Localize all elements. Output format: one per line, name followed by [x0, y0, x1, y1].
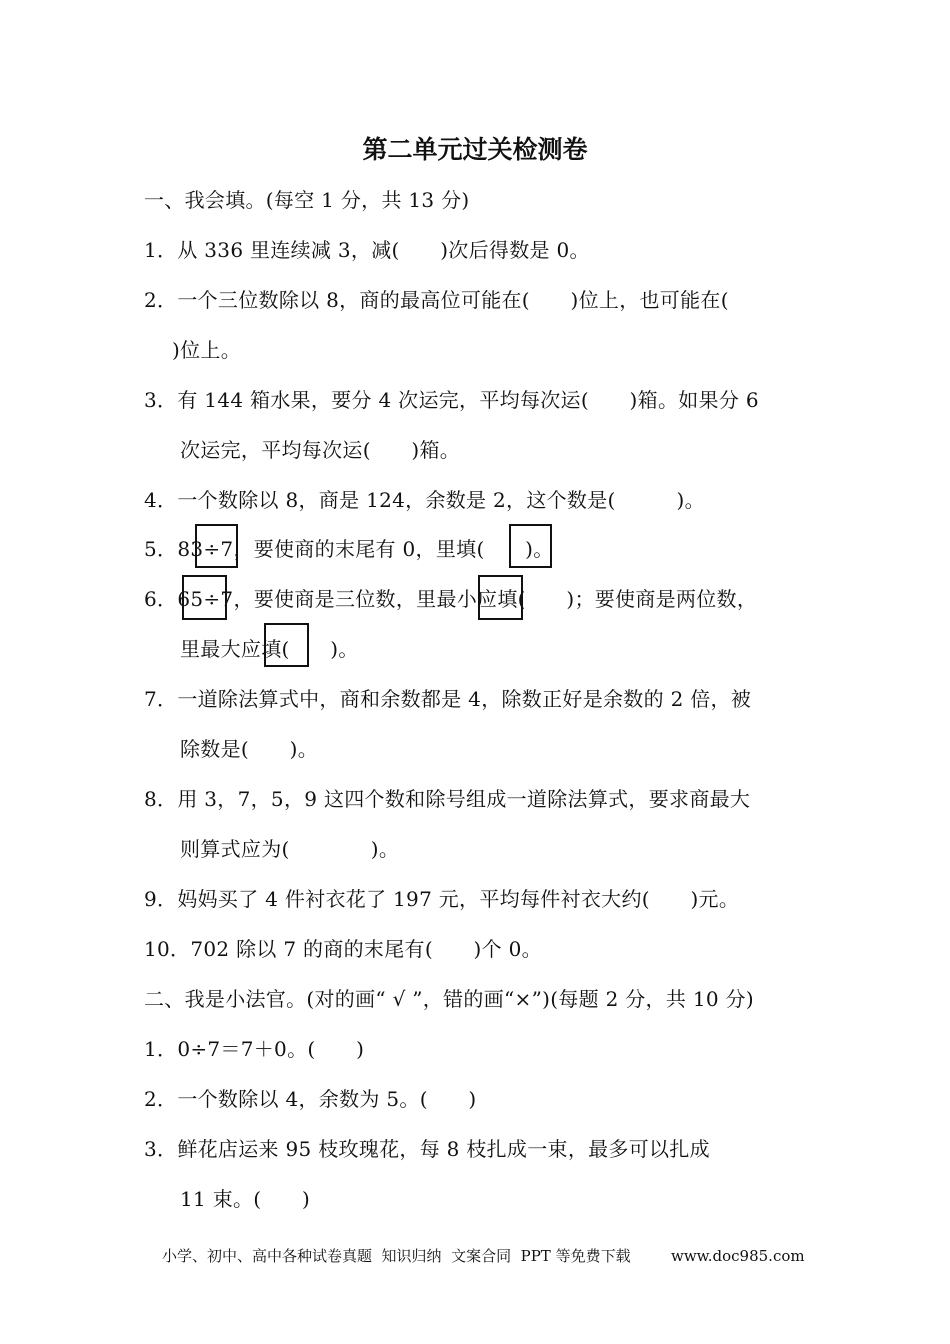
- question-1-5: 5．83÷7，要使商的末尾有 0，里填( )。: [144, 537, 554, 561]
- question-1-1: 1．从 336 里连续减 3，减( )次后得数是 0。: [144, 238, 590, 262]
- blank-box: [478, 575, 523, 620]
- blank-box: [264, 623, 309, 667]
- question-1-6-line1: 6．65÷7，要使商是三位数，里最小应填( )；要使商是两位数，: [144, 587, 758, 611]
- question-2-2: 2．一个数除以 4，余数为 5。( ): [144, 1087, 477, 1111]
- question-1-6-line2: 里最大应填( )。: [180, 637, 359, 661]
- footer-url[interactable]: www.doc985.com: [671, 1247, 805, 1265]
- question-2-1: 1．0÷7＝7＋0。( ): [144, 1037, 365, 1061]
- question-1-3-line2: 次运完，平均每次运( )箱。: [180, 438, 461, 462]
- footer-text: 小学、初中、高中各种试卷真题 知识归纳 文案合同 PPT 等免费下载: [162, 1247, 631, 1265]
- section-2-heading: 二、我是小法官。(对的画“ √ ”，错的画“×”)(每题 2 分，共 10 分): [144, 987, 754, 1011]
- section-1-heading: 一、我会填。(每空 1 分，共 13 分): [144, 188, 470, 212]
- question-1-8-line1: 8．用 3，7，5，9 这四个数和除号组成一道除法算式，要求商最大: [144, 787, 751, 811]
- question-1-7-line2: 除数是( )。: [180, 737, 319, 761]
- blank-box: [182, 575, 227, 620]
- question-1-10: 10．702 除以 7 的商的末尾有( )个 0。: [144, 937, 542, 961]
- blank-box: [195, 524, 238, 568]
- question-1-8-line2: 则算式应为( )。: [180, 837, 400, 861]
- page-title: 第二单元过关检测卷: [362, 135, 588, 164]
- question-1-4: 4．一个数除以 8，商是 124，余数是 2，这个数是( )。: [144, 488, 705, 512]
- question-2-3-line2: 11 束。( ): [180, 1187, 311, 1211]
- question-1-2-line1: 2．一个三位数除以 8，商的最高位可能在( )位上，也可能在(: [144, 288, 729, 312]
- blank-box: [509, 524, 552, 568]
- question-2-3-line1: 3．鲜花店运来 95 枝玫瑰花，每 8 枝扎成一束，最多可以扎成: [144, 1137, 710, 1161]
- question-1-3-line1: 3．有 144 箱水果，要分 4 次运完，平均每次运( )箱。如果分 6: [144, 388, 759, 412]
- question-1-9: 9．妈妈买了 4 件衬衣花了 197 元，平均每件衬衣大约( )元。: [144, 887, 740, 911]
- question-1-7-line1: 7．一道除法算式中，商和余数都是 4，除数正好是余数的 2 倍，被: [144, 687, 752, 711]
- question-1-2-line2: )位上。: [172, 338, 242, 362]
